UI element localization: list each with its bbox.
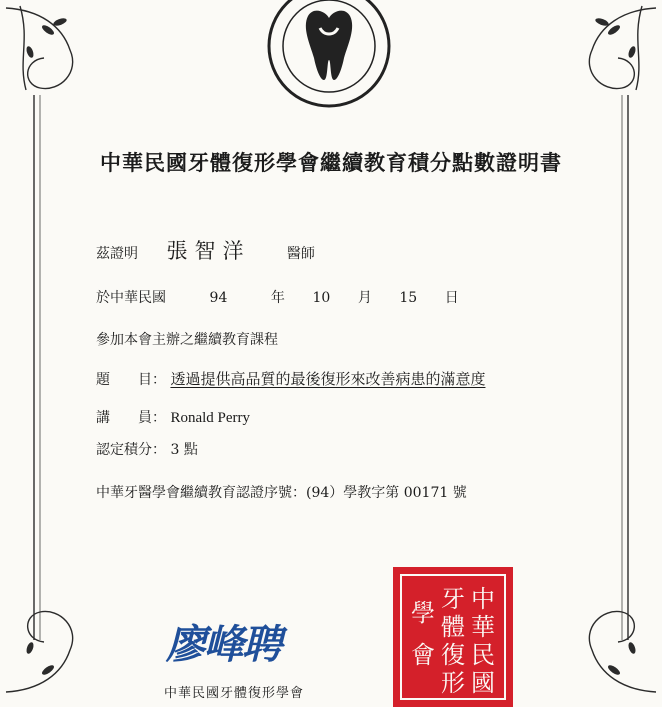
date-line	[96, 287, 459, 307]
date-month-unit: 月	[357, 290, 372, 306]
speaker-value: Ronald Perry	[170, 410, 251, 426]
svg-text:民: 民	[471, 641, 495, 669]
svg-text:形: 形	[441, 669, 465, 697]
academy-seal-logo	[256, 0, 402, 110]
official-stamp	[393, 567, 513, 707]
credits-value: 3	[170, 442, 180, 458]
svg-text:國: 國	[471, 669, 495, 697]
topic-label: 題 目：	[96, 372, 166, 388]
date-year-unit: 年	[270, 290, 285, 306]
attend-line: 參加本會主辦之繼續教育課程	[96, 332, 278, 348]
svg-text:廖峰聘: 廖峰聘	[166, 621, 280, 668]
svg-text:中: 中	[471, 585, 495, 613]
topic-line	[96, 368, 485, 389]
speaker-line	[96, 407, 250, 427]
certify-line	[96, 235, 315, 265]
svg-text:牙: 牙	[441, 585, 465, 613]
organization-name: 中華民國牙體復形學會	[164, 686, 305, 701]
title-suffix: 醫師	[286, 246, 315, 262]
date-prefix: 於中華民國	[96, 290, 166, 306]
svg-text:學: 學	[411, 599, 435, 627]
credits-unit: 點	[183, 442, 198, 458]
credits-label: 認定積分：	[96, 442, 166, 458]
date-day: 15	[399, 290, 418, 306]
certify-label: 茲證明	[96, 246, 138, 262]
svg-text:復: 復	[441, 641, 465, 669]
topic-value: 透過提供高品質的最後復形來改善病患的滿意度	[170, 370, 486, 388]
recipient-name: 張智洋	[166, 239, 251, 263]
date-year: 94	[209, 290, 228, 306]
svg-text:會: 會	[411, 641, 435, 669]
svg-text:華: 華	[471, 613, 495, 641]
svg-text:體: 體	[441, 613, 465, 641]
certificate-title: 中華民國牙體復形學會繼續教育積分點數證明書	[100, 150, 562, 175]
date-day-unit: 日	[444, 290, 459, 306]
approval-number: 中華牙醫學會繼續教育認證序號：(94）學教字第 00171 號	[96, 485, 467, 501]
date-month: 10	[312, 290, 331, 306]
signature	[162, 612, 312, 674]
speaker-label: 講 員：	[96, 410, 166, 426]
credits-line	[96, 439, 198, 459]
